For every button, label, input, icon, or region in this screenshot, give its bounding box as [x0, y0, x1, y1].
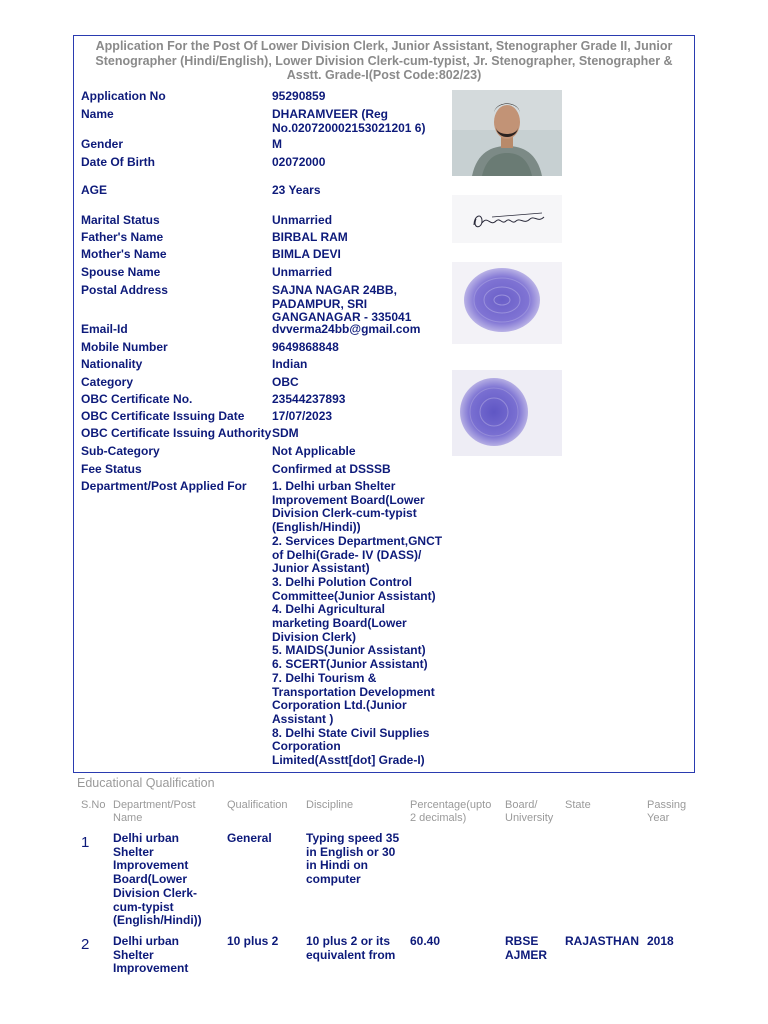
row-dept-line: cum-typist — [113, 899, 174, 914]
post-line: Division Clerk) — [272, 629, 357, 644]
post-line: marketing Board(Lower — [272, 616, 407, 630]
label-application-no: Application No — [81, 89, 166, 103]
row-discipline — [306, 832, 399, 887]
post-line: Corporation Ltd.(Junior — [272, 698, 407, 713]
header-discipline: Discipline — [306, 799, 354, 811]
post-line: Assistant ) — [272, 711, 334, 726]
application-title: Application For the Post Of Lower Division Clerk, Junior Assistant, Stenographer Grade II, Junior Stenographer (Hindi/English), Lower Division Clerk-cum-typist, Jr. Stenographer, Stenographer & Asstt. Grade-I(Post Code:802/23) — [95, 39, 673, 82]
value-obc-issue-date: 17/07/2023 — [272, 409, 333, 423]
left-thumb-impression — [452, 262, 562, 344]
label-marital-status: Marital Status — [81, 213, 160, 227]
value-application-no: 95290859 — [272, 89, 326, 103]
post-line: Committee(Junior Assistant) — [272, 588, 436, 603]
row-dept — [113, 935, 188, 976]
label-obc-authority: OBC Certificate Issuing Authority — [81, 426, 272, 440]
value-category: OBC — [272, 375, 299, 389]
header-percentage-line: Percentage(upto — [410, 799, 492, 811]
row-discipline-line: computer — [306, 872, 361, 887]
header-dept-line: Department/Post — [113, 799, 196, 811]
value-name-line2: No.020720002153021201 6) — [272, 120, 426, 135]
value-address-line2: PADAMPUR, SRI — [272, 296, 368, 311]
post-line: 3. Delhi Polution Control — [272, 574, 412, 589]
row-qualification: 10 plus 2 — [227, 934, 279, 948]
row-dept-line: Delhi urban — [113, 934, 180, 948]
row-sno: 1 — [81, 834, 90, 851]
row-dept-line: Shelter — [113, 844, 154, 859]
row-dept-line: Improvement — [113, 961, 189, 976]
value-marital-status: Unmarried — [272, 213, 333, 227]
row-dept — [113, 832, 202, 928]
post-line: Corporation — [272, 739, 341, 754]
header-percentage-line: 2 decimals) — [410, 812, 467, 824]
value-nationality: Indian — [272, 357, 308, 371]
post-line: Limited(Asstt[dot] Grade-I) — [272, 753, 425, 767]
post-line: 2. Services Department,GNCT — [272, 533, 443, 548]
row-state: RAJASTHAN — [565, 934, 640, 948]
value-obc-cert-no: 23544237893 — [272, 392, 346, 406]
row-discipline-line: 10 plus 2 or its — [306, 934, 391, 948]
label-category: Category — [81, 375, 134, 389]
label-nationality: Nationality — [81, 357, 143, 371]
candidate-photo — [452, 90, 562, 176]
value-address-line3: GANGANAGAR - 335041 — [272, 310, 412, 324]
header-dept-line: Name — [113, 812, 143, 824]
label-obc-issue-date: OBC Certificate Issuing Date — [81, 409, 245, 423]
row-board-line: AJMER — [505, 947, 548, 962]
row-dept-line: Board(Lower — [113, 872, 188, 887]
header-year-line: Year — [647, 812, 670, 824]
label-sub-category: Sub-Category — [81, 444, 160, 458]
row-percentage: 60.40 — [410, 934, 441, 948]
row-board — [505, 935, 547, 962]
value-mobile: 9649868848 — [272, 340, 339, 354]
post-line: 1. Delhi urban Shelter — [272, 479, 396, 493]
label-spouse-name: Spouse Name — [81, 265, 161, 279]
label-dob: Date Of Birth — [81, 155, 156, 169]
value-fee-status: Confirmed at DSSSB — [272, 462, 391, 476]
label-age: AGE — [81, 183, 108, 197]
row-board-line: RBSE — [505, 934, 539, 948]
label-gender: Gender — [81, 137, 124, 151]
education-section-title: Educational Qualification — [77, 776, 215, 790]
label-father-name: Father's Name — [81, 230, 164, 244]
value-name-line1: DHARAMVEER (Reg — [272, 107, 389, 121]
value-address-line1: SAJNA NAGAR 24BB, — [272, 283, 397, 297]
label-name: Name — [81, 107, 114, 121]
header-year — [647, 799, 686, 825]
row-year: 2018 — [647, 934, 674, 948]
label-dept-post: Department/Post Applied For — [81, 479, 247, 493]
row-dept-line: (English/Hindi)) — [113, 913, 202, 928]
row-sno: 2 — [81, 936, 90, 953]
header-dept — [113, 799, 196, 825]
header-state: State — [565, 799, 591, 811]
value-age: 23 Years — [272, 183, 321, 197]
value-spouse-name: Unmarried — [272, 265, 333, 279]
label-mobile: Mobile Number — [81, 340, 168, 354]
value-email: dvverma24bb@gmail.com — [272, 322, 421, 336]
header-board — [505, 799, 553, 825]
value-mother-name: BIMLA DEVI — [272, 247, 341, 261]
post-line: of Delhi(Grade- IV (DASS)/ — [272, 547, 422, 562]
row-discipline-line: equivalent from — [306, 947, 396, 962]
value-gender: M — [272, 137, 282, 151]
post-line: Division Clerk-cum-typist — [272, 506, 417, 521]
label-obc-cert-no: OBC Certificate No. — [81, 392, 193, 406]
candidate-signature — [452, 195, 562, 243]
header-board-line: University — [505, 812, 554, 824]
row-discipline-line: in Hindi on — [306, 858, 368, 873]
post-line: 4. Delhi Agricultural — [272, 602, 385, 617]
row-dept-line: Improvement — [113, 858, 189, 873]
value-father-name: BIRBAL RAM — [272, 230, 348, 244]
header-sno: S.No — [81, 799, 106, 811]
label-postal-address: Postal Address — [81, 283, 168, 297]
row-dept-line: Shelter — [113, 947, 154, 962]
post-line: Junior Assistant) — [272, 561, 370, 576]
header-percentage — [410, 799, 491, 825]
row-discipline — [306, 935, 395, 962]
row-qualification: General — [227, 831, 272, 845]
post-line: 6. SCERT(Junior Assistant) — [272, 657, 428, 672]
post-line: Improvement Board(Lower — [272, 492, 425, 507]
header-year-line: Passing — [647, 799, 687, 811]
value-dob: 02072000 — [272, 155, 326, 169]
label-mother-name: Mother's Name — [81, 247, 167, 261]
label-email: Email-Id — [81, 322, 128, 336]
post-line: (English/Hindi)) — [272, 520, 361, 535]
post-line: 7. Delhi Tourism & — [272, 670, 377, 685]
value-sub-category: Not Applicable — [272, 444, 356, 458]
header-board-line: Board/ — [505, 799, 538, 811]
row-dept-line: Division Clerk- — [113, 885, 198, 900]
header-qualification: Qualification — [227, 799, 288, 811]
post-line: 5. MAIDS(Junior Assistant) — [272, 643, 426, 658]
post-line: Transportation Development — [272, 684, 435, 699]
label-fee-status: Fee Status — [81, 462, 142, 476]
post-line: 8. Delhi State Civil Supplies — [272, 725, 430, 740]
row-discipline-line: Typing speed 35 — [306, 831, 400, 845]
right-thumb-impression — [452, 370, 562, 456]
row-discipline-line: in English or 30 — [306, 844, 396, 859]
row-dept-line: Delhi urban — [113, 831, 180, 845]
value-obc-authority: SDM — [272, 426, 299, 440]
